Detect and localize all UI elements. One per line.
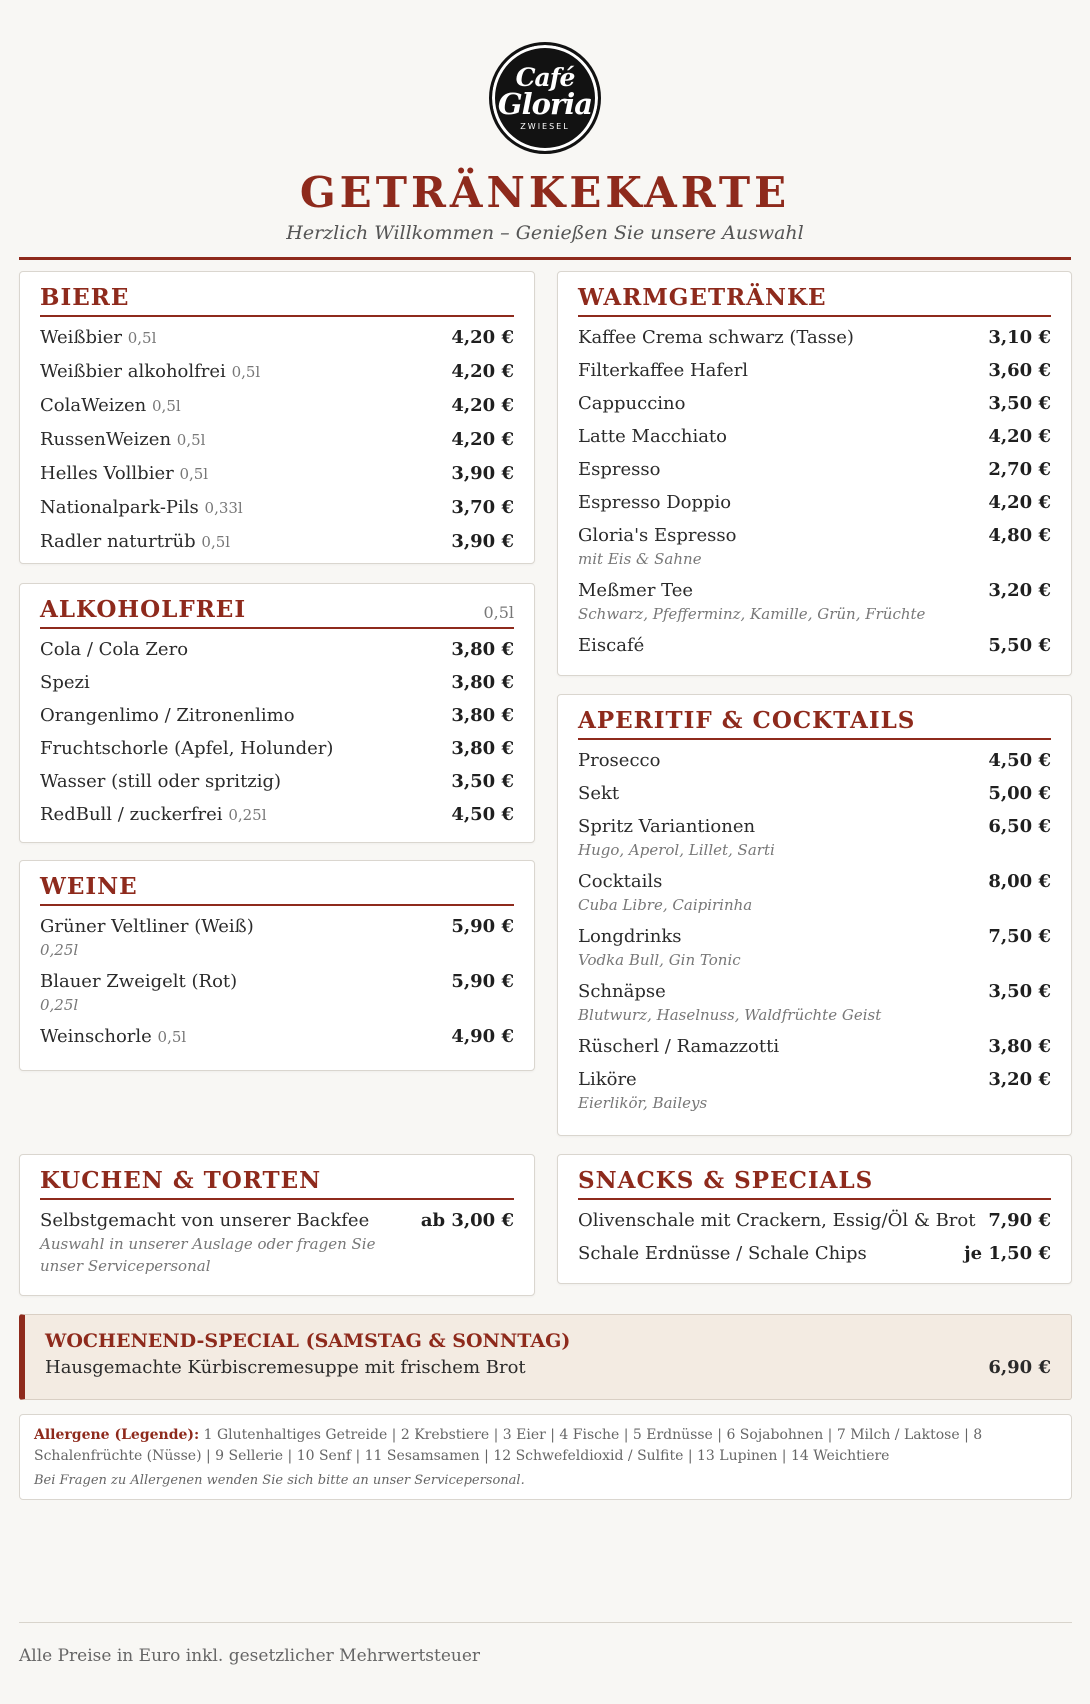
menu-item-description: Blutwurz, Haselnuss, Waldfrüchte Geist xyxy=(578,1006,882,1024)
menu-item-price: 2,70 € xyxy=(988,459,1051,480)
logo-line-1: Café xyxy=(515,62,575,92)
menu-item-name: Longdrinks xyxy=(578,926,682,947)
menu-item-price: 3,20 € xyxy=(988,1069,1051,1090)
menu-item xyxy=(40,529,514,555)
menu-item-name: Kaffee Crema schwarz (Tasse) xyxy=(578,327,854,348)
section-title: KUCHEN & TORTEN xyxy=(40,1167,322,1194)
menu-item-name-line xyxy=(40,529,230,555)
menu-item-name: Prosecco xyxy=(578,750,661,771)
section-weine xyxy=(19,860,535,1071)
section-header xyxy=(578,707,1051,740)
allergen-label: Allergene (Legende): xyxy=(34,1427,200,1443)
menu-item-price: 4,20 € xyxy=(988,426,1051,447)
menu-item xyxy=(578,633,1051,658)
menu-item-text xyxy=(40,703,295,728)
menu-item-name: Fruchtschorle (Apfel, Holunder) xyxy=(40,738,334,759)
menu-item-name: Spritz Variantionen xyxy=(578,816,756,837)
menu-item-name: Blauer Zweigelt (Rot) xyxy=(40,971,238,992)
allergen-legend xyxy=(19,1414,1072,1500)
menu-item-text xyxy=(40,1024,186,1050)
menu-item-description: Eierlikör, Baileys xyxy=(578,1094,708,1112)
menu-item-price: 3,80 € xyxy=(988,1036,1051,1057)
menu-item-price: 5,00 € xyxy=(988,783,1051,804)
menu-item-text xyxy=(40,427,205,453)
menu-item-text xyxy=(578,869,752,916)
logo-line-2: Gloria xyxy=(497,86,593,121)
special-price: 6,90 € xyxy=(988,1357,1051,1378)
menu-item-name-line xyxy=(578,457,660,482)
item-list xyxy=(20,317,534,555)
menu-item-text xyxy=(578,424,727,449)
menu-item xyxy=(40,1208,514,1277)
menu-item-name-line xyxy=(40,325,156,351)
menu-item-name-line xyxy=(578,781,619,806)
menu-item-name: Orangenlimo / Zitronenlimo xyxy=(40,705,295,726)
menu-item xyxy=(40,495,514,521)
menu-item-price: 4,20 € xyxy=(451,395,514,416)
menu-item xyxy=(578,325,1051,350)
allergen-text-block xyxy=(34,1425,1057,1467)
menu-item xyxy=(40,461,514,487)
page-subtitle: Herzlich Willkommen – Genießen Sie unsere Auswahl xyxy=(286,222,804,244)
menu-item-name-line xyxy=(40,1208,409,1233)
header-divider xyxy=(19,257,1071,260)
menu-item-description: Cuba Libre, Caipirinha xyxy=(578,896,753,914)
menu-item-price: 7,90 € xyxy=(988,1210,1051,1231)
menu-item-text xyxy=(578,325,854,350)
menu-item-text xyxy=(578,1241,867,1266)
menu-item-size: 0,33l xyxy=(204,499,243,517)
menu-item-size: 0,5l xyxy=(176,431,206,449)
menu-item xyxy=(578,1034,1051,1059)
item-list xyxy=(558,317,1071,658)
menu-item xyxy=(40,1024,514,1050)
menu-item xyxy=(40,359,514,385)
footer-divider xyxy=(19,1622,1072,1623)
allergen-note: Bei Fragen zu Allergenen wenden Sie sich bitte an unser Servicepersonal. xyxy=(34,1473,525,1488)
menu-item-text xyxy=(40,802,267,828)
menu-item xyxy=(578,424,1051,449)
menu-item-name-line xyxy=(578,325,854,350)
menu-item-name-line xyxy=(40,703,295,728)
menu-item-name-line xyxy=(40,393,181,419)
menu-item xyxy=(578,781,1051,806)
menu-item-text xyxy=(40,914,254,961)
menu-item-name-line xyxy=(578,924,741,949)
menu-item-text xyxy=(578,814,775,861)
menu-item-name: Weißbier alkoholfrei xyxy=(40,361,226,382)
menu-item-name-line xyxy=(578,979,881,1004)
menu-item-price: 7,50 € xyxy=(988,926,1051,947)
menu-item-text xyxy=(40,495,243,521)
menu-item-size: 0,5l xyxy=(152,397,181,415)
section-aperitif xyxy=(557,694,1072,1136)
section-header xyxy=(40,1167,514,1200)
menu-item-text xyxy=(578,457,660,482)
footer-note: Alle Preise in Euro inkl. gesetzlicher Mehrwertsteuer xyxy=(19,1646,481,1666)
menu-item-name-line xyxy=(578,814,775,839)
menu-item-price: 6,50 € xyxy=(988,816,1051,837)
menu-item-text xyxy=(578,523,736,570)
menu-item-description: Hugo, Aperol, Lillet, Sarti xyxy=(578,841,775,859)
menu-item-description: 0,25l xyxy=(40,941,79,959)
menu-item-name: Spezi xyxy=(40,672,90,693)
menu-item xyxy=(578,814,1051,861)
menu-item xyxy=(578,924,1051,971)
section-title: APERITIF & COCKTAILS xyxy=(578,707,916,734)
menu-item-text xyxy=(40,1208,409,1277)
menu-item-name-line xyxy=(578,578,925,603)
section-header xyxy=(578,1167,1051,1200)
menu-item-name: Radler naturtrüb xyxy=(40,531,196,552)
menu-item-text xyxy=(578,578,925,625)
menu-header xyxy=(0,0,1090,260)
menu-item-name-line xyxy=(578,358,748,383)
menu-item-price: ab 3,00 € xyxy=(420,1210,514,1231)
section-kuchen xyxy=(19,1154,535,1296)
section-biere xyxy=(19,271,535,564)
menu-item-price: 3,60 € xyxy=(988,360,1051,381)
menu-item-name: Espresso Doppio xyxy=(578,492,732,513)
menu-item xyxy=(40,969,514,1016)
menu-item-name-line xyxy=(40,736,333,761)
menu-item xyxy=(578,490,1051,515)
menu-item-price: 3,80 € xyxy=(451,738,514,759)
menu-item-price: 4,90 € xyxy=(451,1026,514,1047)
menu-item-name-line xyxy=(578,1241,867,1266)
menu-item-name: Helles Vollbier xyxy=(40,463,174,484)
menu-item-text xyxy=(40,969,237,1016)
section-title: WARMGETRÄNKE xyxy=(578,284,827,311)
menu-item-price: 4,20 € xyxy=(451,429,514,450)
menu-item-name-line xyxy=(40,969,237,994)
section-title: SNACKS & SPECIALS xyxy=(578,1167,874,1194)
menu-item xyxy=(40,427,514,453)
menu-item-name: Sekt xyxy=(578,783,620,804)
menu-item-name: Meßmer Tee xyxy=(578,580,694,601)
menu-item xyxy=(578,748,1051,773)
menu-item-price: 3,50 € xyxy=(451,771,514,792)
menu-item-name: Olivenschale mit Crackern, Essig/Öl & Brot xyxy=(578,1210,976,1231)
special-title: WOCHENEND-SPECIAL (SAMSTAG & SONNTAG) xyxy=(45,1330,571,1352)
menu-item-size: 0,5l xyxy=(231,363,261,381)
menu-item-price: 5,90 € xyxy=(451,916,514,937)
menu-item-text xyxy=(40,670,90,695)
menu-item-name: Weißbier xyxy=(40,327,123,348)
special-text: Hausgemachte Kürbiscremesuppe mit frischem Brot xyxy=(45,1357,526,1378)
section-header xyxy=(40,873,514,906)
menu-item-price: 4,50 € xyxy=(451,804,514,825)
menu-item xyxy=(578,869,1051,916)
menu-item-name: RussenWeizen xyxy=(40,429,172,450)
menu-item xyxy=(578,1067,1051,1114)
menu-item-name: Cappuccino xyxy=(578,393,686,414)
section-title: BIERE xyxy=(40,284,130,311)
menu-item-name-line xyxy=(578,424,727,449)
menu-item-price: 3,80 € xyxy=(451,672,514,693)
section-title: WEINE xyxy=(40,873,138,900)
menu-item-name-line xyxy=(578,1067,707,1092)
menu-item-price: 3,70 € xyxy=(451,497,514,518)
menu-item-text xyxy=(578,358,748,383)
menu-item-name-line xyxy=(40,637,188,662)
menu-item-text xyxy=(40,736,333,761)
menu-item-text xyxy=(40,325,156,351)
menu-item-name: Rüscherl / Ramazzotti xyxy=(578,1036,780,1057)
menu-item-description: 0,25l xyxy=(40,996,79,1014)
menu-item xyxy=(578,523,1051,570)
menu-item-price: 3,80 € xyxy=(451,705,514,726)
menu-item-name: Selbstgemacht von unserer Backfee xyxy=(40,1210,370,1231)
menu-item-name: Wasser (still oder spritzig) xyxy=(40,771,282,792)
menu-item xyxy=(40,637,514,662)
menu-item-name-line xyxy=(578,523,736,548)
menu-item-name-line xyxy=(578,490,731,515)
menu-item-text xyxy=(578,979,881,1026)
menu-item xyxy=(578,391,1051,416)
menu-item-name-line xyxy=(578,869,752,894)
menu-item xyxy=(40,914,514,961)
item-list xyxy=(20,629,534,828)
menu-item-description: Auswahl in unserer Auslage oder fragen Sie unser Servicepersonal xyxy=(40,1235,376,1275)
menu-item xyxy=(578,457,1051,482)
menu-item-text xyxy=(40,461,208,487)
menu-item-name-line xyxy=(40,495,243,521)
menu-item-text xyxy=(40,769,281,794)
menu-item-name: Grüner Veltliner (Weiß) xyxy=(40,916,254,937)
menu-item-name-line xyxy=(40,670,90,695)
section-warmgetraenke xyxy=(557,271,1072,676)
menu-item-price: 8,00 € xyxy=(988,871,1051,892)
menu-item-price: 3,80 € xyxy=(451,639,514,660)
menu-item-name: Cola / Cola Zero xyxy=(40,639,189,660)
menu-item xyxy=(40,325,514,351)
section-alkoholfrei xyxy=(19,583,535,843)
allergen-list: 1 Glutenhaltiges Getreide | 2 Krebstiere | 3 Eier | 4 Fische | 5 Erdnüsse | 6 Sojabohnen | 7 Milch / Laktose | 8 Schalenfrüchte (Nüsse) | 9 Sellerie | 10 Senf | 11 Sesamsamen | 12 Schwefeldioxid / Sulfite | 13 Lupinen | 14 Weichtiere xyxy=(34,1427,983,1464)
menu-item-name-line xyxy=(578,748,660,773)
menu-item-name-line xyxy=(40,1024,186,1050)
menu-item-price: 3,50 € xyxy=(988,393,1051,414)
menu-item-size: 0,5l xyxy=(201,533,231,551)
menu-item-text xyxy=(578,1208,975,1233)
page-title: GETRÄNKEKARTE xyxy=(299,168,791,217)
menu-item-name-line xyxy=(40,769,281,794)
menu-item-price: je 1,50 € xyxy=(964,1243,1051,1264)
menu-item-name-line xyxy=(40,427,205,453)
section-header xyxy=(40,284,514,317)
menu-item-size: 0,5l xyxy=(179,465,209,483)
menu-item-name: Gloria's Espresso xyxy=(578,525,737,546)
menu-item-description: Schwarz, Pfefferminz, Kamille, Grün, Früchte xyxy=(578,605,926,623)
item-list xyxy=(558,740,1071,1114)
menu-item-price: 4,20 € xyxy=(451,361,514,382)
menu-item xyxy=(578,1241,1051,1266)
menu-item-text xyxy=(578,391,686,416)
section-title: ALKOHOLFREI xyxy=(40,596,247,623)
menu-item-text xyxy=(40,393,181,419)
menu-item-name-line xyxy=(578,391,686,416)
section-size-note: 0,5l xyxy=(483,603,514,622)
menu-item-price: 3,90 € xyxy=(451,531,514,552)
menu-item-name: Schale Erdnüsse / Schale Chips xyxy=(578,1243,867,1264)
menu-item-name-line xyxy=(40,914,254,939)
menu-item-name: Filterkaffee Haferl xyxy=(578,360,749,381)
menu-item xyxy=(40,393,514,419)
menu-item-price: 5,50 € xyxy=(988,635,1051,656)
menu-item-name: Schnäpse xyxy=(578,981,666,1002)
menu-item-name: Latte Macchiato xyxy=(578,426,728,447)
menu-item xyxy=(40,703,514,728)
menu-item-text xyxy=(578,748,660,773)
menu-item-price: 3,90 € xyxy=(451,463,514,484)
menu-item-price: 3,50 € xyxy=(988,981,1051,1002)
menu-item-name-line xyxy=(40,461,208,487)
menu-item xyxy=(578,1208,1051,1233)
menu-item-text xyxy=(40,529,230,555)
menu-item-name-line xyxy=(40,802,267,828)
menu-item-text xyxy=(40,359,260,385)
special-row xyxy=(45,1355,1051,1381)
menu-item-name: Weinschorle xyxy=(40,1026,152,1047)
weekend-special xyxy=(19,1314,1072,1400)
menu-item-price: 5,90 € xyxy=(451,971,514,992)
menu-item-description: Vodka Bull, Gin Tonic xyxy=(578,951,741,969)
menu-item-name: Eiscafé xyxy=(578,635,645,656)
menu-item-name: Espresso xyxy=(578,459,661,480)
menu-item xyxy=(578,979,1051,1026)
menu-item-text xyxy=(578,781,619,806)
menu-item-price: 4,50 € xyxy=(988,750,1051,771)
menu-item xyxy=(40,769,514,794)
menu-item-size: 0,5l xyxy=(127,329,157,347)
cafe-gloria-logo xyxy=(489,42,601,154)
menu-item-name-line xyxy=(578,633,644,658)
menu-item-price: 3,20 € xyxy=(988,580,1051,601)
logo-line-3: ZWIESEL xyxy=(520,121,570,131)
menu-item-text xyxy=(40,637,188,662)
menu-item-price: 4,20 € xyxy=(451,327,514,348)
menu-item-name: Cocktails xyxy=(578,871,663,892)
section-header xyxy=(40,596,514,629)
menu-item-size: 0,5l xyxy=(157,1028,187,1046)
menu-item xyxy=(40,802,514,828)
section-snacks xyxy=(557,1154,1072,1284)
menu-item-price: 4,80 € xyxy=(988,525,1051,546)
item-list xyxy=(20,1200,534,1277)
section-header xyxy=(578,284,1051,317)
menu-item-name: Liköre xyxy=(578,1069,637,1090)
menu-item-name-line xyxy=(578,1034,779,1059)
menu-item-text xyxy=(578,1067,707,1114)
item-list xyxy=(20,906,534,1050)
menu-item-size: 0,25l xyxy=(228,806,267,824)
menu-item-price: 3,10 € xyxy=(988,327,1051,348)
menu-item-description: mit Eis & Sahne xyxy=(578,550,702,568)
menu-item-name: Nationalpark-Pils xyxy=(40,497,199,518)
menu-item-text xyxy=(578,490,731,515)
menu-item xyxy=(578,578,1051,625)
menu-item-name: ColaWeizen xyxy=(40,395,147,416)
menu-item-name-line xyxy=(40,359,260,385)
menu-item xyxy=(40,736,514,761)
menu-item-text xyxy=(578,633,644,658)
menu-item xyxy=(40,670,514,695)
item-list xyxy=(558,1200,1071,1266)
menu-item-name-line xyxy=(578,1208,975,1233)
menu-item-text xyxy=(578,1034,779,1059)
menu-item-text xyxy=(578,924,741,971)
menu-item-price: 4,20 € xyxy=(988,492,1051,513)
menu-item xyxy=(578,358,1051,383)
menu-item-name: RedBull / zuckerfrei xyxy=(40,804,223,825)
